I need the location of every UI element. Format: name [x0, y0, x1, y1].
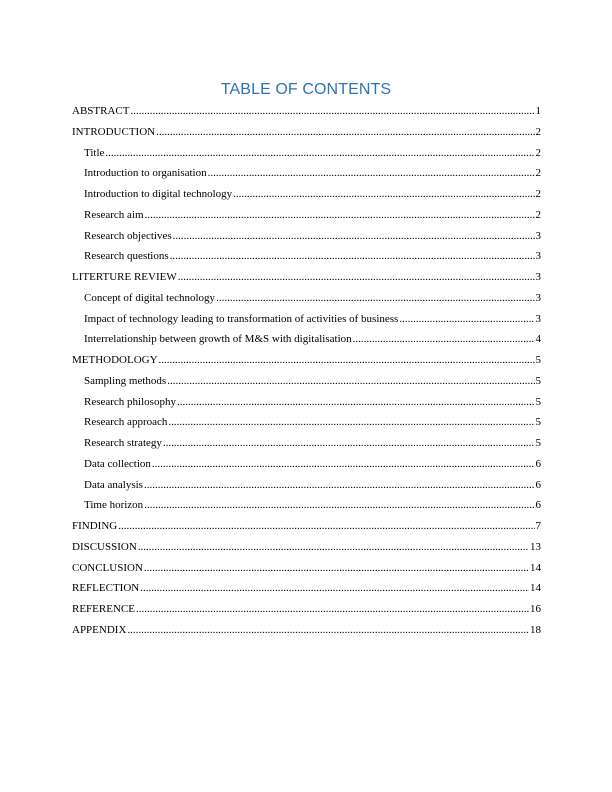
toc-dot-leader [178, 267, 535, 288]
toc-entry-label: Sampling methods [84, 374, 167, 387]
toc-entry-page-number: 16 [530, 603, 541, 615]
toc-entry-label: Research questions [84, 250, 169, 263]
toc-entry-page-number: 2 [535, 188, 541, 200]
toc-dot-leader [168, 412, 534, 433]
toc-dot-leader [138, 537, 529, 558]
toc-entry-label: Introduction to organisation [84, 167, 207, 180]
toc-entry-link[interactable] [72, 143, 541, 164]
toc-entry-page-number: 5 [535, 416, 541, 429]
toc-entry-link[interactable] [72, 350, 541, 371]
toc-entry-page-number: 2 [535, 146, 541, 159]
toc-entry-page-number: 5 [535, 354, 541, 366]
toc-dot-leader [127, 620, 529, 641]
toc-entry-page-number: 3 [535, 291, 541, 304]
toc-entry-link[interactable] [72, 184, 541, 205]
toc-dot-leader [208, 163, 535, 184]
toc-entry-link[interactable] [72, 288, 541, 309]
toc-entry-link[interactable] [72, 454, 541, 475]
toc-entry-page-number: 5 [535, 395, 541, 408]
toc-entry-label: Data analysis [84, 478, 143, 491]
toc-dot-leader [216, 288, 534, 309]
toc-entry-page-number: 3 [535, 271, 541, 283]
toc-dot-leader [130, 101, 534, 122]
toc-dot-leader [144, 495, 534, 516]
toc-dot-leader [140, 578, 529, 599]
toc-dot-leader [159, 350, 535, 371]
toc-dot-leader [118, 516, 534, 537]
toc-entry-page-number: 3 [535, 312, 541, 325]
toc-entry-link[interactable] [72, 329, 541, 350]
toc-entry-link[interactable] [72, 371, 541, 392]
toc-entry-page-number: 4 [535, 333, 541, 346]
toc-title: TABLE OF CONTENTS [220, 81, 392, 98]
toc-dot-leader [145, 205, 535, 226]
toc-entry-link[interactable] [72, 537, 541, 558]
toc-entry-link[interactable] [72, 412, 541, 433]
toc-entry-link[interactable] [72, 495, 541, 516]
toc-dot-leader [144, 558, 529, 579]
toc-dot-leader [233, 184, 534, 205]
toc-dot-leader [170, 246, 535, 267]
toc-entry-label: METHODOLOGY [72, 354, 158, 366]
toc-entry-page-number: 6 [535, 457, 541, 470]
toc-entry-link[interactable] [72, 516, 541, 537]
toc-entry-page-number: 3 [535, 229, 541, 242]
toc-entry-page-number: 13 [530, 540, 541, 553]
toc-dot-leader [167, 371, 534, 392]
toc-entry-link[interactable] [72, 205, 541, 226]
toc-dot-leader [353, 329, 535, 350]
toc-entry-page-number: 2 [535, 125, 541, 138]
toc-dot-leader [144, 475, 535, 496]
toc-dot-leader [163, 433, 535, 454]
toc-entry-link[interactable] [72, 163, 541, 184]
toc-entry-link[interactable] [72, 558, 541, 579]
toc-entry-label: Research strategy [84, 437, 162, 449]
toc-entry-link[interactable] [72, 267, 541, 288]
toc-entry-link[interactable] [72, 433, 541, 454]
toc-entry-page-number: 6 [535, 499, 541, 512]
toc-entry-page-number: 2 [535, 167, 541, 180]
toc-entry-label: REFERENCE [72, 603, 135, 615]
toc-entry-link[interactable] [72, 392, 541, 413]
toc-entry-label: APPENDIX [72, 623, 127, 636]
toc-entry-label: Research objectives [84, 229, 172, 242]
toc-dot-leader [105, 143, 534, 164]
toc-entry-label: FINDING [72, 520, 118, 532]
toc-entry-link[interactable] [72, 309, 541, 330]
toc-dot-leader [399, 309, 534, 330]
toc-entry-page-number: 14 [530, 582, 541, 595]
toc-entry-link[interactable] [72, 578, 541, 599]
toc-entry-label: Research philosophy [84, 395, 176, 408]
toc-entry-page-number: 6 [535, 478, 541, 491]
toc-entry-label: ABSTRACT [72, 105, 130, 117]
toc-entry-label: INTRODUCTION [72, 125, 156, 138]
toc-dot-leader [173, 226, 535, 247]
toc-entry-page-number: 7 [535, 520, 541, 532]
toc-entry-page-number: 14 [530, 561, 541, 574]
toc-dot-leader [152, 454, 535, 475]
toc-entry-page-number: 3 [535, 250, 541, 263]
toc-entry-label: REFLECTION [72, 582, 140, 595]
toc-dot-leader [177, 392, 535, 413]
toc-entry-label: Time horizon [84, 499, 144, 512]
toc-entry-label: Research aim [84, 208, 144, 221]
toc-entry-label: LITERTURE REVIEW [72, 271, 177, 283]
toc-entry-link[interactable] [72, 246, 541, 267]
toc-entry-page-number: 18 [530, 623, 541, 636]
toc-entry-label: CONCLUSION [72, 561, 143, 574]
toc-entry-label: Impact of technology leading to transformation of activities of business [84, 312, 399, 325]
toc-entry-label: Introduction to digital technology [84, 188, 233, 200]
toc-list [72, 101, 541, 641]
toc-entry-link[interactable] [72, 599, 541, 620]
toc-entry-label: Research approach [84, 416, 168, 429]
toc-entry-link[interactable] [72, 226, 541, 247]
toc-entry-label: Title [84, 146, 105, 159]
toc-entry-label: Concept of digital technology [84, 291, 216, 304]
toc-entry-page-number: 5 [535, 437, 541, 449]
toc-entry-label: DISCUSSION [72, 540, 137, 553]
toc-entry-link[interactable] [72, 122, 541, 143]
toc-entry-page-number: 5 [535, 374, 541, 387]
toc-entry-label: Interrelationship between growth of M&S with digitalisation [84, 333, 352, 346]
toc-entry-page-number: 1 [535, 105, 541, 117]
toc-entry-link[interactable] [72, 101, 541, 122]
toc-entry-page-number: 2 [535, 208, 541, 221]
toc-entry-label: Data collection [84, 457, 151, 470]
toc-dot-leader [156, 122, 534, 143]
toc-dot-leader [136, 599, 529, 620]
toc-entry-link[interactable] [72, 475, 541, 496]
toc-entry-link[interactable] [72, 620, 541, 641]
